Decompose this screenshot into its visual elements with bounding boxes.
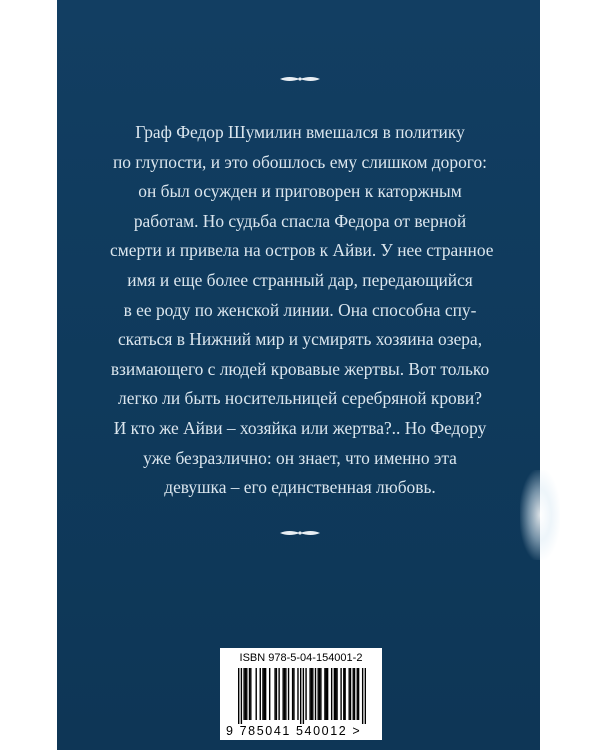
barcode-bar [319, 668, 320, 720]
barcode-bar [288, 668, 289, 720]
barcode-bar [357, 668, 358, 720]
barcode-bar [353, 668, 354, 720]
blurb-line: И кто же Айви – хозяйка или жертва?.. Но Федору [113, 417, 487, 438]
barcode-bar [362, 668, 363, 724]
barcode-bar [350, 668, 351, 720]
barcode-bar [311, 668, 312, 720]
barcode-bar [256, 668, 257, 720]
blurb-text [110, 118, 494, 503]
barcode-bar [249, 668, 250, 720]
barcode-bar [320, 668, 321, 720]
barcode-bar [300, 668, 301, 724]
blurb-line: девушка – его единственная любовь. [164, 477, 436, 498]
barcode-bar [343, 668, 344, 720]
page-edge [540, 0, 600, 750]
barcode-bar [303, 668, 304, 724]
barcode-bars [238, 668, 366, 724]
barcode-digits: 9 785041 540012 > [226, 724, 362, 738]
blurb-line: имя и еще более странный дар, передающийся [127, 269, 473, 290]
blurb-line: по глупости, и это обошлось ему слишком дорого: [113, 151, 487, 172]
blurb-line: легко ли быть носительницей серебряной крови? [118, 388, 482, 409]
barcode-bar [292, 668, 293, 720]
barcode-bar [324, 668, 325, 720]
barcode-bar [282, 668, 283, 720]
barcode-bar [326, 668, 327, 720]
barcode-bar [327, 668, 328, 720]
barcode-bar [269, 668, 270, 720]
blurb-line: он был осужден и приговорен к каторжным [138, 181, 462, 202]
barcode-bar [262, 668, 263, 720]
barcode-bar [264, 668, 265, 720]
blurb-line: смерти и привела на остров к Айви. У нее странное [110, 240, 494, 261]
barcode-label [220, 648, 382, 740]
barcode-bar [250, 668, 251, 720]
barcode-bar [265, 668, 266, 720]
flourish-divider-icon [278, 528, 322, 538]
barcode-bar [344, 668, 345, 720]
barcode-bar [354, 668, 355, 720]
barcode-bar [245, 668, 246, 720]
barcode-bar [246, 668, 247, 720]
blurb-line: в ее роду по женской линии. Она способна спу- [123, 299, 477, 320]
barcode-bar [331, 668, 332, 720]
barcode-bar [358, 668, 359, 720]
barcode-bar [309, 668, 310, 720]
barcode-bar [317, 668, 318, 720]
barcode-bar [278, 668, 279, 720]
barcode-bar [348, 668, 349, 720]
barcode-bar [365, 668, 366, 724]
barcode-bar [335, 668, 336, 720]
barcode-bar [293, 668, 294, 720]
barcode-bar [297, 668, 298, 720]
barcode-bar [285, 668, 286, 720]
barcode-bar [238, 668, 239, 724]
barcode-bar [334, 668, 335, 720]
blurb-line: скаться в Нижний мир и усмирять хозяина озера, [117, 329, 483, 350]
glare-highlight [520, 470, 560, 560]
barcode-bar [284, 668, 285, 720]
flourish-divider-icon [278, 74, 322, 84]
barcode-bar [276, 668, 277, 720]
barcode-bar [315, 668, 316, 720]
barcode-bar [260, 668, 261, 720]
barcode-bar [305, 668, 306, 720]
barcode-bar [274, 668, 275, 720]
blurb-line: Граф Федор Шумилин вмешался в политику [135, 122, 465, 142]
barcode-bar [243, 668, 244, 720]
blurb-line: уже безразлично: он знает, что именно эта [143, 447, 457, 468]
barcode-bar [241, 668, 242, 724]
barcode-bar [312, 668, 313, 720]
barcode-bar [340, 668, 341, 720]
isbn-text: ISBN 978-5-04-154001-2 [239, 652, 363, 664]
blurb-line: работам. Но судьба спасла Федора от верной [133, 210, 467, 231]
barcode-bar [336, 668, 337, 720]
blurb-line: взимающего с людей кровавые жертвы. Вот только [110, 358, 490, 379]
